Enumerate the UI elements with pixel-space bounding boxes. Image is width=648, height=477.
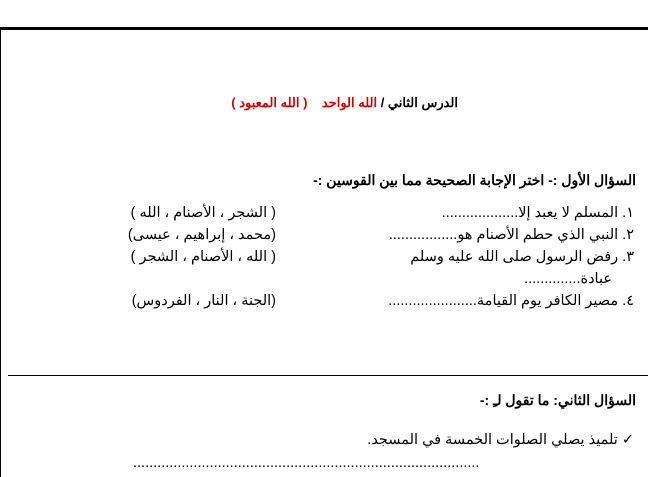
choices-1: ( الشجر ، الأصنام ، الله )	[130, 205, 276, 221]
question-item-4: ٤. مصير الكافر يوم القيامة......................	[388, 293, 634, 309]
check-icon: ✓	[621, 432, 634, 448]
question-two-item	[367, 432, 634, 448]
lesson-subtitle: ( الله المعبود )	[231, 95, 308, 110]
question-item-2: ٢. النبي الذي حطم الأصنام هو.................	[388, 227, 634, 243]
question-two-heading: السؤال الثاني: ما تقول لـِ :-	[479, 392, 636, 408]
choices-2: (محمد ، إبراهيم ، عيسى)	[127, 227, 276, 243]
choices-3: ( الله ، الأصنام ، الشجر )	[130, 249, 276, 265]
top-border	[0, 27, 648, 30]
left-border	[0, 27, 1, 477]
section-divider	[8, 375, 648, 376]
lesson-prefix: الدرس الثاني /	[380, 95, 458, 110]
question-one-heading: السؤال الأول :- اختر الإجابة الصحيحة مما بين القوسين :-	[313, 172, 636, 188]
question-two-prompt: تلميذ يصلي الصلوات الخمسة في المسجد.	[367, 432, 618, 448]
question-item-3-continuation: عبادة..............	[524, 271, 612, 287]
question-item-1: ١. المسلم لا يعبد إلا...................	[441, 205, 634, 221]
lesson-name: الله الواحد	[321, 95, 378, 110]
lesson-title	[231, 95, 458, 111]
choices-4: (الجنة ، النار ، الفردوس)	[131, 293, 276, 309]
answer-line: ......................................................................................	[133, 455, 480, 471]
question-item-3: ٣. رفض الرسول صلى الله عليه وسلم	[410, 249, 634, 265]
